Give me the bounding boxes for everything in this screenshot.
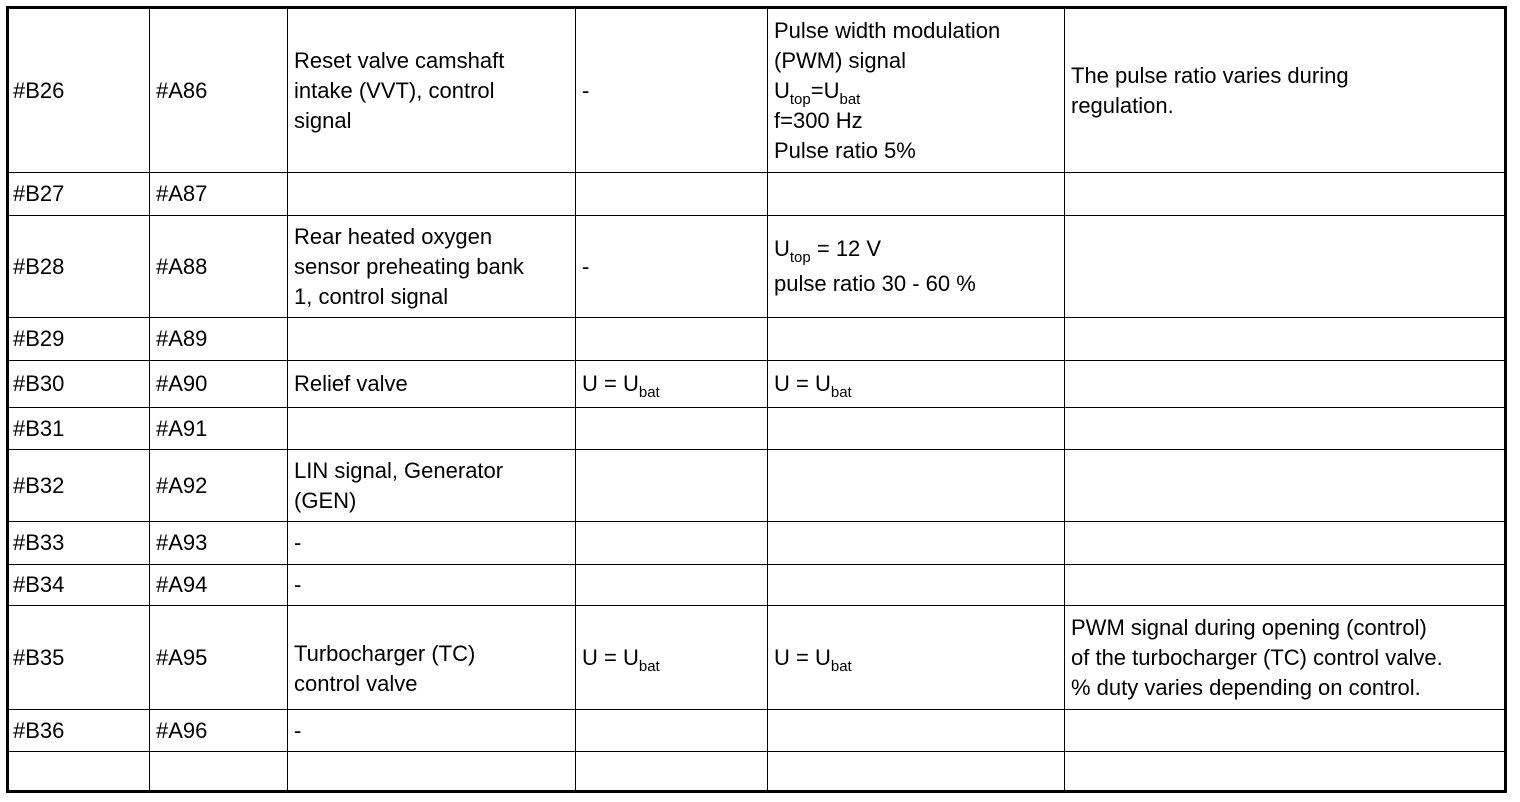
description-cell [288,752,576,792]
note-cell [1065,752,1506,792]
value-cell [768,522,1065,565]
table-row [8,8,1506,173]
pin-a-cell: #A92 [150,450,288,522]
pin-b-cell: #B33 [8,522,150,565]
pin-a-cell: #A93 [150,522,288,565]
table-row [8,522,1506,565]
table-row [8,216,1506,318]
pin-a-cell: #A96 [150,710,288,752]
pin-b-cell: #B31 [8,408,150,450]
pin-b-cell [8,752,150,792]
note-cell [1065,318,1506,361]
table-row [8,450,1506,522]
value-cell [768,450,1065,522]
value-cell: $U = U_{bat}$ [768,606,1065,710]
pin-a-cell: #A90 [150,361,288,408]
pin-a-cell: #A94 [150,565,288,606]
pin-a-cell: #A95 [150,606,288,710]
pin-a-cell: #A87 [150,173,288,216]
description-cell [288,408,576,450]
value-cell [768,408,1065,450]
note-cell [1065,450,1506,522]
note-cell [1065,522,1506,565]
note-cell [1065,216,1506,318]
description-cell: Turbocharger (TC) control valve [288,606,576,710]
pin-b-cell: #B35 [8,606,150,710]
condition-cell [576,450,768,522]
table-row [8,318,1506,361]
condition-cell [576,173,768,216]
condition-cell [576,408,768,450]
note-cell [1065,173,1506,216]
pin-a-cell: #A88 [150,216,288,318]
condition-cell [576,752,768,792]
pin-b-cell: #B27 [8,173,150,216]
description-cell: - [288,565,576,606]
condition-cell: $U = U_{bat}$ [576,606,768,710]
condition-cell [576,710,768,752]
value-cell [768,173,1065,216]
pin-b-cell: #B29 [8,318,150,361]
table-row [8,606,1506,710]
value-cell: $U = U_{bat}$ [768,361,1065,408]
description-cell [288,318,576,361]
pin-a-cell: #A89 [150,318,288,361]
description-cell [288,173,576,216]
note-cell [1065,361,1506,408]
description-cell: LIN signal, Generator (GEN) [288,450,576,522]
table-row [8,173,1506,216]
pin-table [6,6,1507,793]
pin-a-cell: #A86 [150,8,288,173]
description-cell: Relief valve [288,361,576,408]
condition-cell: $U = U_{bat}$ [576,361,768,408]
table-row [8,408,1506,450]
pin-b-cell: #B30 [8,361,150,408]
note-cell: PWM signal during opening (control) of the turbocharger (TC) control valve. % duty varies depending on control. [1065,606,1506,710]
condition-cell [576,522,768,565]
pin-b-cell: #B26 [8,8,150,173]
pin-b-cell: #B28 [8,216,150,318]
value-cell [768,752,1065,792]
description-cell: Rear heated oxygen sensor preheating bank 1, control signal [288,216,576,318]
condition-cell: - [576,216,768,318]
description-cell: Reset valve camshaft intake (VVT), control signal [288,8,576,173]
value-cell [768,710,1065,752]
pin-b-cell: #B34 [8,565,150,606]
note-cell [1065,408,1506,450]
value-cell [768,565,1065,606]
note-cell [1065,565,1506,606]
condition-cell: - [576,8,768,173]
value-cell: Pulse width modulation (PWM) signal $U_{top}=U_{bat}$ f=300 Hz Pulse ratio 5% [768,8,1065,173]
note-cell [1065,710,1506,752]
table-row [8,752,1506,792]
description-cell: - [288,522,576,565]
description-cell: - [288,710,576,752]
value-cell [768,318,1065,361]
table-row [8,361,1506,408]
condition-cell [576,565,768,606]
pin-b-cell: #B36 [8,710,150,752]
value-cell: $U_{top} = 12$ V pulse ratio 30 - 60 % [768,216,1065,318]
pin-a-cell [150,752,288,792]
pin-b-cell: #B32 [8,450,150,522]
table-row [8,710,1506,752]
condition-cell [576,318,768,361]
pin-a-cell: #A91 [150,408,288,450]
note-cell: The pulse ratio varies during regulation. [1065,8,1506,173]
table-row [8,565,1506,606]
